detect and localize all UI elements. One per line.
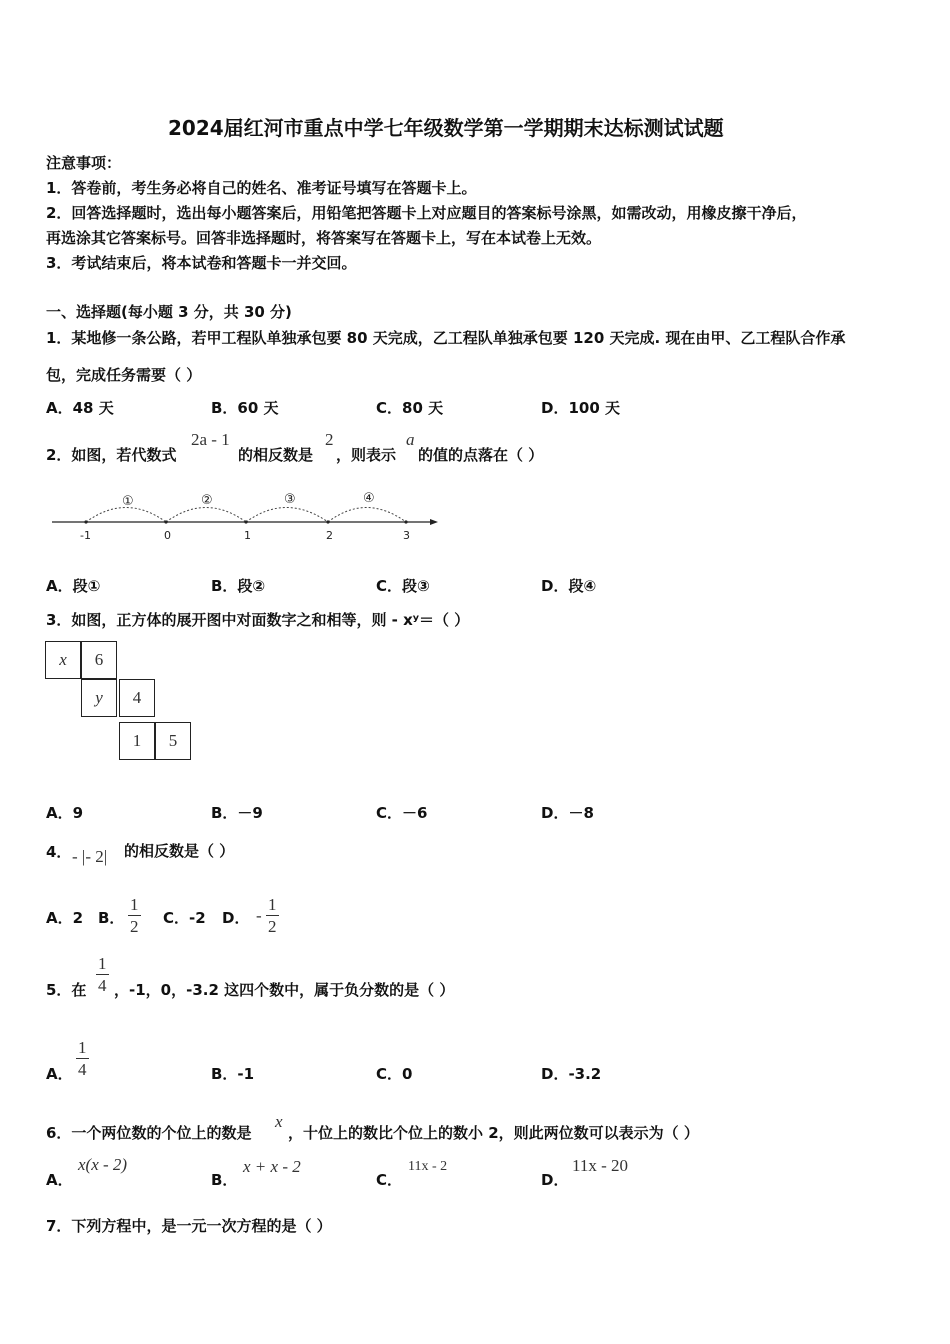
tick-label-2: 2 xyxy=(326,529,333,542)
q5-option-b: B．-1 xyxy=(211,1065,255,1083)
segment-arc-2 xyxy=(166,508,246,523)
q4-stem: 的相反数是（ ） xyxy=(124,842,235,860)
segment-label-3: ③ xyxy=(284,492,296,507)
q4-option-d-sign: - xyxy=(256,906,262,925)
notice-heading: 注意事项： xyxy=(46,154,122,172)
q2-option-a: A．段① xyxy=(46,577,101,595)
axis-arrow-icon xyxy=(430,519,438,525)
q5-option-a-fraction xyxy=(76,1038,89,1081)
q6-option-c-label: C． xyxy=(376,1171,403,1189)
q1-option-b: B．60 天 xyxy=(211,399,279,417)
q1-option-a: A．48 天 xyxy=(46,399,114,417)
fraction-denominator: 4 xyxy=(78,1060,87,1079)
q4-option-c: C．-2 xyxy=(163,909,206,927)
q6-option-d-label: D． xyxy=(541,1171,569,1189)
q1-stem-line2: 包，完成任务需要（ ） xyxy=(46,366,202,384)
notice-line-2a: 2．回答选择题时，选出每小题答案后，用铅笔把答题卡上对应题目的答案标号涂黑，如需改动，用橡皮擦干净后， xyxy=(46,204,807,222)
net-cell-5: 5 xyxy=(155,722,191,760)
notice-line-3: 3．考试结束后，将本试卷和答题卡一并交回。 xyxy=(46,254,357,272)
net-cell-x: x xyxy=(45,641,81,679)
q2-expression: 2a - 1 xyxy=(191,430,230,449)
segment-arc-1 xyxy=(86,508,166,523)
q4-option-d-label: D． xyxy=(222,909,250,927)
q4-option-d-fraction xyxy=(266,895,279,938)
net-cell-4: 4 xyxy=(119,679,155,717)
q3-option-a: A．9 xyxy=(46,804,84,822)
fraction-denominator: 2 xyxy=(268,917,277,936)
q1-stem-line1: 1．某地修一条公路，若甲工程队单独承包要 80 天完成，乙工程队单独承包要 120 天完成. 现在由甲、乙工程队合作承 xyxy=(46,329,846,347)
q6-option-b-label: B． xyxy=(211,1171,238,1189)
q5-option-c: C．0 xyxy=(376,1065,413,1083)
section-heading: 一、选择题(每小题 3 分，共 30 分) xyxy=(46,303,292,321)
q2-stem-part4: 的值的点落在（ ） xyxy=(418,446,544,464)
net-cell-6: 6 xyxy=(81,641,117,679)
q6-stem-part1: 6．一个两位数的个位上的数是 xyxy=(46,1124,252,1142)
fraction-numerator: 1 xyxy=(268,895,277,914)
fraction-denominator: 2 xyxy=(130,917,139,936)
net-cell-1: 1 xyxy=(119,722,155,760)
q4-expression: - |- 2| xyxy=(72,847,108,866)
q4-number: 4． xyxy=(46,843,72,861)
tick-label-neg1: -1 xyxy=(80,529,91,542)
q6-option-b-expr: x + x - 2 xyxy=(243,1157,301,1176)
q3-option-d: D．－8 xyxy=(541,804,594,822)
q4-option-b-fraction xyxy=(128,895,141,938)
q6-variable: x xyxy=(275,1112,283,1131)
q5-stem: ，-1，0，-3.2 这四个数中，属于负分数的是（ ） xyxy=(114,981,455,999)
q1-option-c: C．80 天 xyxy=(376,399,444,417)
q6-stem-part2: ，十位上的数比个位上的数小 2，则此两位数可以表示为（ ） xyxy=(288,1124,699,1142)
net-cell-y: y xyxy=(81,679,117,717)
q2-option-c: C．段③ xyxy=(376,577,430,595)
q2-option-d: D．段④ xyxy=(541,577,597,595)
q5-fraction xyxy=(96,954,109,997)
notice-line-1: 1．答卷前，考生务必将自己的姓名、准考证号填写在答题卡上。 xyxy=(46,179,477,197)
fraction-numerator: 1 xyxy=(130,895,139,914)
fraction-numerator: 1 xyxy=(78,1038,87,1057)
segment-arc-4 xyxy=(328,508,406,523)
tick-label-3: 3 xyxy=(403,529,410,542)
q1-option-d: D．100 天 xyxy=(541,399,620,417)
page-title: 2024届红河市重点中学七年级数学第一学期期末达标测试试题 xyxy=(168,116,724,140)
q6-option-a-expr: x(x - 2) xyxy=(78,1155,128,1174)
q7-stem: 7．下列方程中，是一元一次方程的是（ ） xyxy=(46,1217,332,1235)
q2-value: 2 xyxy=(325,430,334,449)
q4-option-a: A．2 xyxy=(46,909,84,927)
tick-label-0: 0 xyxy=(164,529,171,542)
q2-variable: a xyxy=(406,430,415,449)
q2-stem-part2: 的相反数是 xyxy=(238,446,314,464)
segment-label-2: ② xyxy=(201,493,213,508)
q4-option-b-label: B． xyxy=(98,909,125,927)
q3-stem: 3．如图，正方体的展开图中对面数字之和相等，则 - xʸ＝（ ） xyxy=(46,611,470,629)
q2-option-b: B．段② xyxy=(211,577,266,595)
segment-label-1: ① xyxy=(122,494,134,509)
q5-option-a-label: A． xyxy=(46,1065,73,1083)
q6-option-d-expr: 11x - 20 xyxy=(572,1156,629,1175)
q6-option-c-expr: 11x - 2 xyxy=(408,1159,448,1174)
fraction-numerator: 1 xyxy=(98,954,107,973)
q5-prefix: 5．在 xyxy=(46,981,87,999)
q3-option-c: C．－6 xyxy=(376,804,428,822)
q2-stem-part3: ，则表示 xyxy=(336,446,397,464)
q5-option-d: D．-3.2 xyxy=(541,1065,602,1083)
number-line-figure xyxy=(46,485,446,545)
q3-option-b: B．－9 xyxy=(211,804,263,822)
q2-stem-part1: 2．如图，若代数式 xyxy=(46,446,177,464)
notice-line-2b: 再选涂其它答案标号。回答非选择题时，将答案写在答题卡上，写在本试卷上无效。 xyxy=(46,229,602,247)
segment-arc-3 xyxy=(246,508,328,523)
tick-label-1: 1 xyxy=(244,529,251,542)
q6-option-a-label: A． xyxy=(46,1171,73,1189)
segment-label-4: ④ xyxy=(363,491,375,506)
fraction-denominator: 4 xyxy=(98,976,107,995)
